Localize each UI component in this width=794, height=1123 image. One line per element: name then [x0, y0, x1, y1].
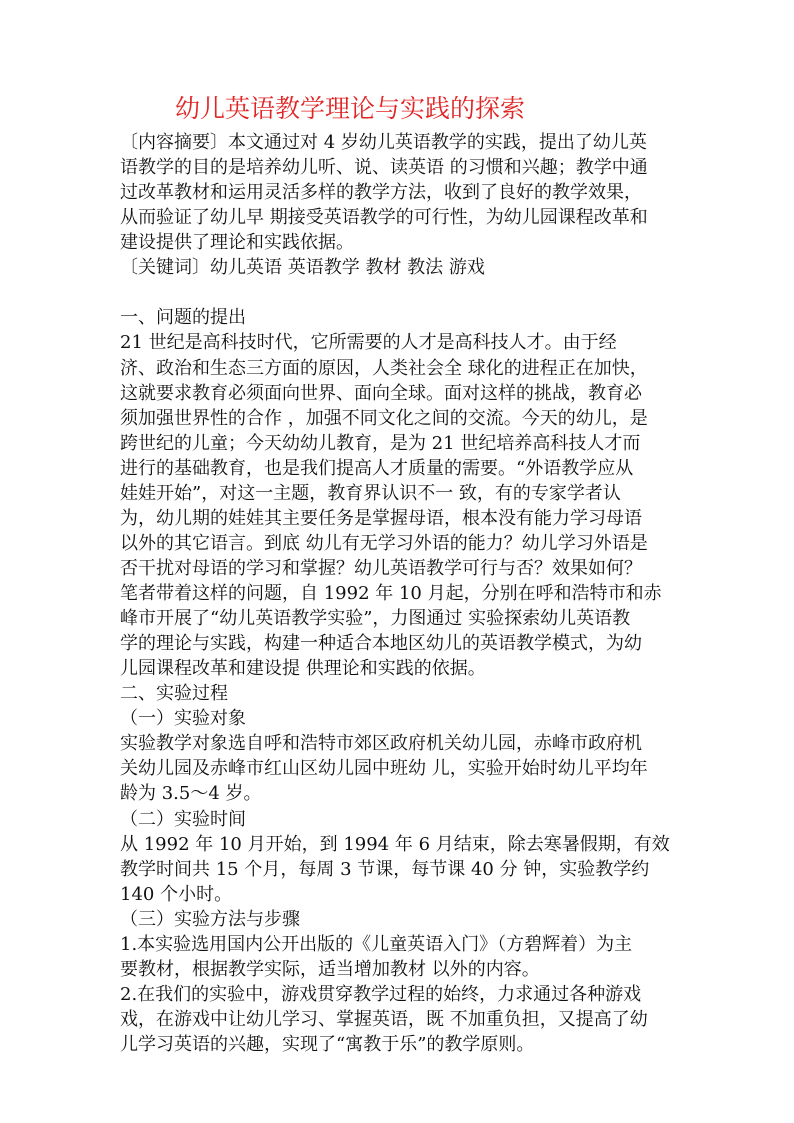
- subsection-heading: （三）实验方法与步骤: [120, 909, 300, 930]
- subsection-heading: （一）实验对象: [120, 708, 246, 729]
- text-line: 否干扰对母语的学习和掌握？幼儿英语教学可行与否？效果如何？: [120, 558, 642, 579]
- text-line: 〔内容摘要〕本文通过对 4 岁幼儿英语教学的实践，提出了幼儿英: [120, 132, 647, 153]
- text-line: 儿学习英语的兴趣，实现了“寓教于乐”的教学原则。: [120, 1034, 535, 1055]
- keywords-line: 〔关键词〕幼儿英语 英语教学 教材 教法 游戏: [120, 257, 485, 278]
- text-line: 语教学的目的是培养幼儿听、说、读英语 的习惯和兴趣；教学中通: [120, 157, 648, 178]
- text-line: 龄为 3.5～4 岁。: [120, 783, 262, 804]
- text-line: 峰市开展了“幼儿英语教学实验”，力图通过 实验探索幼儿英语教: [120, 608, 631, 629]
- text-line: 从而验证了幼儿早 期接受英语教学的可行性，为幼儿园课程改革和: [120, 207, 648, 228]
- text-line: 140 个小时。: [120, 884, 233, 905]
- text-line: 进行的基础教育，也是我们提高人才质量的需要。“外语教学应从: [120, 458, 634, 479]
- text-line: 须加强世界性的合作 ，加强不同文化之间的交流。今天的幼儿，是: [120, 408, 648, 429]
- text-line: 2.在我们的实验中，游戏贯穿教学过程的始终，力求通过各种游戏: [120, 984, 642, 1005]
- text-line: 实验教学对象选自呼和浩特市郊区政府机关幼儿园，赤峰市政府机: [120, 733, 642, 754]
- text-line: 为，幼儿期的娃娃其主要任务是掌握母语，根本没有能力学习母语: [120, 508, 642, 529]
- text-line: 跨世纪的儿童；今天幼幼儿教育，是为 21 世纪培养高科技人才而: [120, 433, 641, 454]
- text-line: 建设提供了理论和实践依据。: [120, 232, 354, 253]
- section-heading: 二、实验过程: [120, 683, 228, 704]
- text-line: 以外的其它语言。到底 幼儿有无学习外语的能力？幼儿学习外语是: [120, 533, 648, 554]
- text-line: 这就要求教育必须面向世界、面向全球。面对这样的挑战，教育必: [120, 383, 642, 404]
- text-line: 戏，在游戏中让幼儿学习、掌握英语，既 不加重负担，又提高了幼: [120, 1009, 648, 1030]
- text-line: 1.本实验选用国内公开出版的《儿童英语入门》（方碧辉着）为主: [120, 934, 633, 955]
- text-line: 娃娃开始”，对这一主题，教育界认识不一 致，有的专家学者认: [120, 483, 621, 504]
- text-line: 要教材，根据教学实际，适当增加教材 以外的内容。: [120, 959, 540, 980]
- subsection-heading: （二）实验时间: [120, 809, 246, 830]
- text-line: 教学时间共 15 个月，每周 3 节课，每节课 40 分 钟，实验教学约: [120, 859, 650, 880]
- text-line: 儿园课程改革和建设提 供理论和实践的依据。: [120, 658, 486, 679]
- section-heading: 一、问题的提出: [120, 307, 246, 328]
- text-line: 21 世纪是高科技时代，它所需要的人才是高科技人才。由于经: [120, 332, 617, 353]
- text-line: 从 1992 年 10 月开始，到 1994 年 6 月结束，除去寒暑假期，有效: [120, 834, 670, 855]
- text-line: 关幼儿园及赤峰市红山区幼儿园中班幼 儿，实验开始时幼儿平均年: [120, 758, 648, 779]
- text-line: 济、政治和生态三方面的原因，人类社会全 球化的进程正在加快，: [120, 358, 648, 379]
- text-line: 过改革教材和运用灵活多样的教学方法，收到了良好的教学效果，: [120, 182, 642, 203]
- text-line: 笔者带着这样的问题，自 1992 年 10 月起，分别在呼和浩特市和赤: [120, 583, 662, 604]
- text-line: 学的理论与实践，构建一种适合本地区幼儿的英语教学模式，为幼: [120, 633, 642, 654]
- page-title: 幼儿英语教学理论与实践的探索: [175, 94, 526, 123]
